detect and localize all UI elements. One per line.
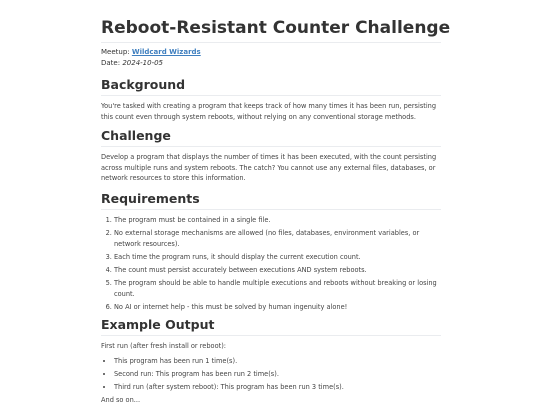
meetup-link[interactable]: Wildcard Wizards: [131, 48, 201, 56]
list-item: 6. No AI or internet help - this must be solved by human ingenuity alone!: [114, 302, 441, 313]
requirements-heading: Requirements: [101, 191, 441, 210]
list-item: 4. The count must persist accurately between executions AND system reboots.: [114, 265, 441, 276]
list-item: • This program has been run 1 time(s).: [114, 356, 441, 367]
list-item: 3. Each time the program runs, it should display the current execution count.: [114, 252, 441, 263]
challenge-text: Develop a program that displays the number of times it has been executed, with the count persisting across multiple runs and system reboots. The catch? You cannot use any external files, databases, or network resources to store this information.: [101, 153, 437, 183]
list-item: 5. The program should be able to handle multiple executions and reboots without breaking or losing count.: [114, 278, 441, 299]
challenge-heading: Challenge: [101, 128, 441, 147]
example-heading: Example Output: [101, 317, 441, 336]
requirements-list: [101, 215, 441, 312]
meetup-line: [101, 47, 441, 58]
date-line: [101, 58, 441, 69]
list-item: • Third run (after system reboot): This program has been run 3 time(s).: [114, 382, 441, 393]
page-title: Reboot-Resistant Counter Challenge: [101, 0, 441, 43]
list-item: • Second run: This program has been run 2 time(s).: [114, 369, 441, 380]
list-item: 2. No external storage mechanisms are allowed (no files, databases, environment variables, or network resources).: [114, 228, 441, 249]
background-heading: Background: [101, 77, 441, 96]
list-item: 1. The program must be contained in a single file.: [114, 215, 441, 226]
example-list: [101, 356, 441, 393]
background-text: You're tasked with creating a program that keeps track of how many times it has been run, persisting this count even through system reboots, without relying on any conventional storage methods.: [101, 102, 437, 121]
example-tail: And so on...: [101, 396, 141, 405]
date-label: Date:: [101, 59, 121, 67]
meetup-label: Meetup:: [101, 48, 130, 56]
example-intro: First run (after fresh install or reboot):: [101, 342, 226, 351]
article: [101, 0, 451, 405]
date-value: 2024-10-05: [122, 59, 164, 67]
